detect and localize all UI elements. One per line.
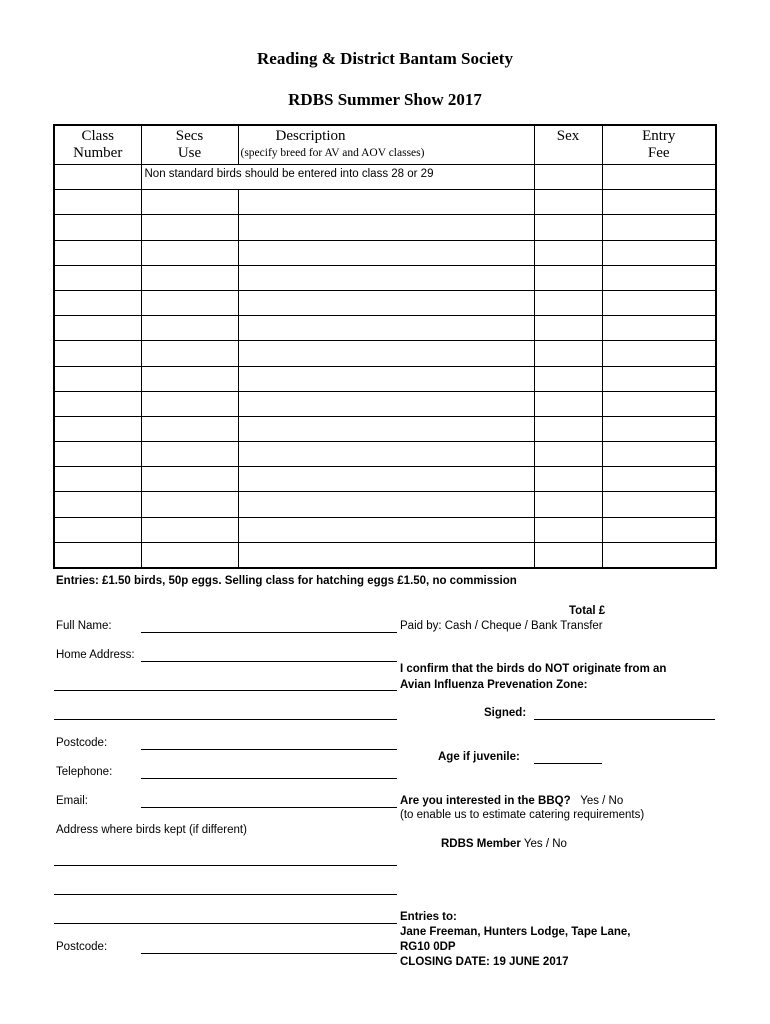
table-cell[interactable] — [54, 240, 141, 265]
table-cell[interactable] — [534, 467, 602, 492]
table-cell[interactable] — [602, 366, 716, 391]
table-row — [54, 265, 716, 290]
table-cell[interactable] — [141, 290, 238, 315]
table-cell[interactable] — [238, 240, 534, 265]
table-cell[interactable] — [141, 492, 238, 517]
table-row — [54, 341, 716, 366]
table-cell[interactable] — [238, 467, 534, 492]
home-address-label: Home Address: — [56, 649, 135, 661]
table-cell[interactable] — [54, 542, 141, 568]
postcode-label: Postcode: — [56, 737, 108, 749]
table-row — [54, 542, 716, 568]
home-address-field-1[interactable] — [141, 661, 397, 662]
table-cell[interactable] — [141, 240, 238, 265]
address-line-2: RG10 0DP — [400, 941, 456, 953]
postcode2-label: Postcode: — [56, 941, 108, 953]
table-cell[interactable] — [534, 366, 602, 391]
entries-info: Entries: £1.50 birds, 50p eggs. Selling class for hatching eggs £1.50, no commission — [56, 575, 517, 587]
table-cell[interactable] — [534, 316, 602, 341]
table-cell[interactable] — [534, 391, 602, 416]
email-label: Email: — [56, 795, 88, 807]
table-cell[interactable] — [602, 517, 716, 542]
table-header-row — [54, 125, 716, 165]
table-cell[interactable] — [602, 542, 716, 568]
table-row — [54, 391, 716, 416]
show-title: RDBS Summer Show 2017 — [288, 90, 482, 109]
signature-field[interactable] — [534, 719, 715, 720]
table-row — [54, 442, 716, 467]
table-cell[interactable] — [54, 215, 141, 240]
table-row — [54, 316, 716, 341]
table-cell[interactable] — [54, 341, 141, 366]
table-row — [54, 240, 716, 265]
bbq-options[interactable]: Yes / No — [580, 795, 624, 807]
member-question: RDBS Member Yes / No — [441, 838, 567, 850]
table-cell[interactable] — [54, 265, 141, 290]
table-cell[interactable] — [238, 366, 534, 391]
age-field[interactable] — [534, 763, 602, 764]
table-cell[interactable] — [534, 442, 602, 467]
table-cell[interactable] — [54, 492, 141, 517]
table-cell[interactable] — [534, 290, 602, 315]
table-cell[interactable] — [54, 290, 141, 315]
table-cell[interactable] — [54, 416, 141, 441]
society-title: Reading & District Bantam Society — [257, 49, 513, 68]
postcode-field[interactable] — [141, 749, 397, 750]
table-note: Non standard birds should be entered into class 28 or 29 — [144, 168, 434, 180]
address-kept-field-2[interactable] — [54, 894, 397, 895]
table-row — [54, 215, 716, 240]
table-cell[interactable] — [238, 517, 534, 542]
paid-by-label: Paid by: Cash / Cheque / Bank Transfer — [400, 620, 603, 632]
table-cell[interactable] — [238, 341, 534, 366]
table-cell[interactable] — [534, 265, 602, 290]
table-cell[interactable] — [141, 366, 238, 391]
table-cell[interactable] — [534, 190, 602, 215]
confirm-line-1: I confirm that the birds do NOT originate from an — [400, 663, 667, 675]
entry-fee-header: Entry Fee — [602, 125, 716, 165]
bbq-question: Are you interested in the BBQ? Yes / No — [400, 795, 624, 807]
class-number-header: Class Number — [54, 125, 141, 165]
sex-header: Sex — [534, 125, 602, 165]
table-cell[interactable] — [54, 190, 141, 215]
table-cell[interactable] — [602, 492, 716, 517]
full-name-label: Full Name: — [56, 620, 112, 632]
table-cell[interactable] — [238, 416, 534, 441]
table-cell[interactable] — [141, 316, 238, 341]
entry-table — [53, 124, 717, 569]
table-row — [54, 366, 716, 391]
table-cell[interactable] — [534, 341, 602, 366]
table-cell[interactable] — [141, 542, 238, 568]
table-cell[interactable] — [238, 316, 534, 341]
table-cell[interactable] — [602, 391, 716, 416]
address-line-1: Jane Freeman, Hunters Lodge, Tape Lane, — [400, 926, 631, 938]
telephone-field[interactable] — [141, 778, 397, 779]
table-cell[interactable] — [534, 492, 602, 517]
table-cell[interactable] — [534, 215, 602, 240]
table-row — [54, 467, 716, 492]
table-row — [54, 517, 716, 542]
table-cell[interactable] — [238, 215, 534, 240]
confirm-line-2: Avian Influenza Prevenation Zone: — [400, 679, 588, 691]
table-row — [54, 290, 716, 315]
table-cell[interactable] — [141, 215, 238, 240]
address-kept-field-3[interactable] — [54, 923, 397, 924]
table-cell[interactable] — [534, 240, 602, 265]
full-name-field[interactable] — [141, 632, 397, 633]
home-address-field-3[interactable] — [54, 719, 397, 720]
signed-label: Signed: — [484, 707, 527, 719]
table-cell[interactable] — [602, 341, 716, 366]
table-cell[interactable] — [602, 290, 716, 315]
closing-date: CLOSING DATE: 19 JUNE 2017 — [400, 956, 569, 968]
table-row — [54, 416, 716, 441]
table-cell[interactable] — [602, 190, 716, 215]
table-row — [54, 492, 716, 517]
table-cell[interactable] — [54, 517, 141, 542]
table-cell[interactable] — [602, 442, 716, 467]
table-cell[interactable] — [534, 416, 602, 441]
table-cell[interactable] — [141, 190, 238, 215]
table-cell[interactable] — [602, 467, 716, 492]
description-header: Description (specify breed for AV and AOV classes) — [238, 125, 534, 165]
home-address-field-2[interactable] — [54, 690, 397, 691]
table-cell[interactable] — [238, 265, 534, 290]
table-cell[interactable] — [602, 240, 716, 265]
table-cell[interactable] — [54, 366, 141, 391]
table-cell[interactable] — [54, 391, 141, 416]
table-cell[interactable] — [141, 442, 238, 467]
table-cell[interactable] — [534, 542, 602, 568]
table-cell[interactable] — [54, 316, 141, 341]
table-cell[interactable] — [602, 316, 716, 341]
email-field[interactable] — [141, 807, 397, 808]
bbq-note: (to enable us to estimate catering requirements) — [400, 809, 645, 821]
age-label: Age if juvenile: — [438, 751, 520, 763]
table-cell[interactable] — [238, 290, 534, 315]
table-cell[interactable] — [141, 416, 238, 441]
table-cell[interactable] — [54, 467, 141, 492]
table-cell[interactable] — [602, 215, 716, 240]
address-kept-field-1[interactable] — [54, 865, 397, 866]
table-row — [54, 165, 716, 190]
table-cell[interactable] — [238, 492, 534, 517]
entries-to-label: Entries to: — [400, 911, 457, 923]
postcode2-field[interactable] — [141, 953, 397, 954]
table-cell[interactable] — [602, 265, 716, 290]
table-cell[interactable] — [602, 416, 716, 441]
table-cell[interactable] — [238, 190, 534, 215]
table-cell[interactable] — [534, 517, 602, 542]
secs-use-header: Secs Use — [141, 125, 238, 165]
table-cell[interactable] — [141, 265, 238, 290]
address-kept-label: Address where birds kept (if different) — [56, 824, 247, 836]
table-cell[interactable] — [238, 542, 534, 568]
table-cell[interactable] — [141, 391, 238, 416]
table-cell[interactable] — [141, 341, 238, 366]
table-cell[interactable] — [238, 442, 534, 467]
table-cell[interactable] — [238, 391, 534, 416]
table-cell[interactable] — [141, 467, 238, 492]
telephone-label: Telephone: — [56, 766, 113, 778]
table-row — [54, 190, 716, 215]
total-label: Total £ — [569, 605, 606, 617]
table-cell[interactable] — [54, 442, 141, 467]
table-cell[interactable] — [141, 517, 238, 542]
member-options[interactable]: Yes / No — [523, 838, 567, 850]
